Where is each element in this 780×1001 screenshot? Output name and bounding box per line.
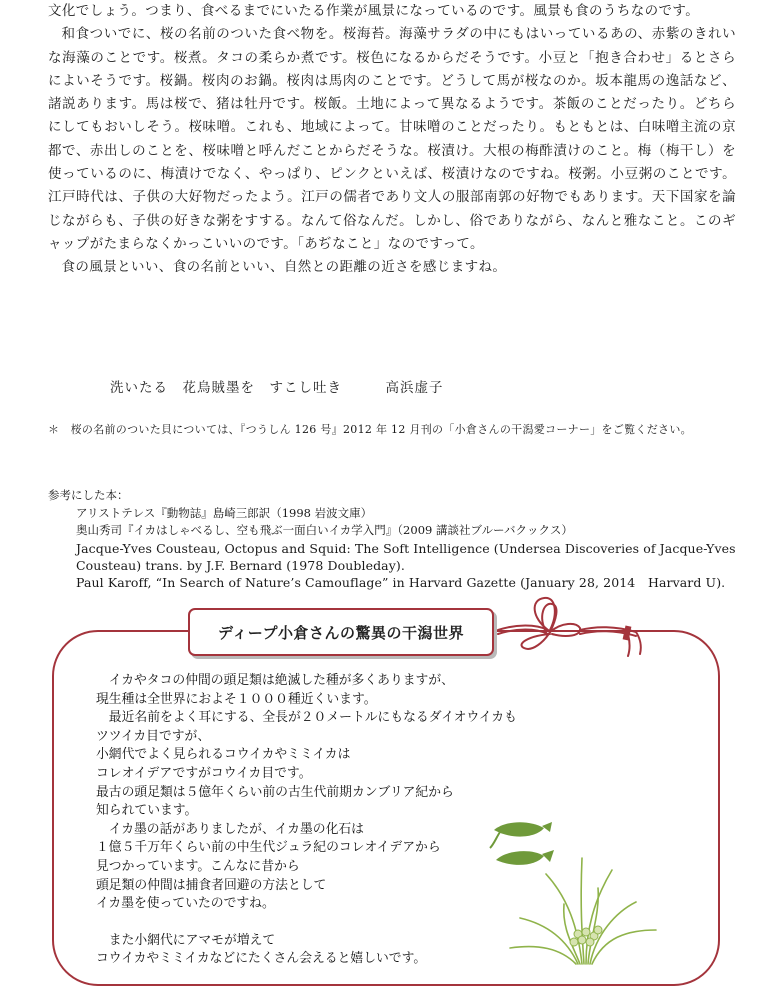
reference-item: Jacque-Yves Cousteau, Octopus and Squid: The Soft Intelligence (Undersea Discoveries of Jacque-Yves Cousteau) trans. by J.F. Bernard (1978 Doubleday). [76, 540, 736, 573]
column-title: ディープ小倉さんの驚異の干潟世界 [188, 608, 494, 656]
haiku-author: 高浜虚子 [385, 380, 444, 396]
column-line: イカ墨を使っていたのですね。 [96, 896, 275, 912]
squid-seagrass-illustration [486, 818, 666, 966]
essay-body [48, 0, 736, 280]
footnote: ＊ 桜の名前のついた貝については、『つうしん 126 号』2012 年 12 月刊の「小倉さんの干潟愛コーナー」をご覧ください。 [48, 423, 692, 436]
column-line: １億５千万年くらい前の中生代ジュラ紀のコレオイデアから [96, 840, 441, 856]
references [48, 487, 736, 591]
haiku-poem: 洗いたる 花烏賊墨を すこし吐き [110, 380, 342, 396]
column-line: 小網代でよく見られるコウイカやミミイカは [96, 747, 351, 763]
essay-paragraph: 和食ついでに、桜の名前のついた食べ物を。桜海苔。海藻サラダの中にもはいっているあの、赤紫のきれいな海藻のことです。桜煮。タコの柔らか煮です。桜色になるからだそうです。小豆と「抱き合わせ」るとさらによいそうです。桜鍋。桜肉のお鍋。桜肉は馬肉のことです。どうして馬が桜なのか。坂本龍馬の逸話など、諸説あります。馬は桜で、猪は牡丹です。桜飯。土地によって異なるようです。茶飯のことだったり。どちらにしてもおいしそう。桜味噌。これも、地域によって。甘味噌のことだったり。もともとは、白味噌主流の京都で、赤出しのことを、桜味噌と呼んだことからだそうな。桜漬け。大根の梅酢漬けのこと。梅（梅干し）を使っているのに、梅漬けでなく、やっぱり、ピンクといえば、桜漬けなのですね。桜粥。小豆粥のことです。江戸時代は、子供の大好物だったよう。江戸の儒者であり文人の服部南郭の好物でもあります。天下国家を論じながらも、子供の好きな粥をすする。なんて俗なんだ。しかし、俗でありながら、なんと雅なこと。このギャップがたまらなくかっこいいのです。「あぢなこと」なのですって。 [48, 26, 736, 252]
column-line: 最古の頭足類は５億年くらい前の古生代前期カンブリア紀から [96, 784, 454, 800]
column-line: イカやタコの仲間の頭足類は絶滅した種が多くありますが、 [96, 673, 454, 688]
reference-item: 奥山秀司『イカはしゃべるし、空も飛ぶ一面白いイカ学入門』（2009 講談社ブルーバクックス） [76, 523, 573, 537]
column-body [96, 672, 516, 969]
haiku [110, 376, 444, 396]
essay-paragraph: 文化でしょう。つまり、食べるまでにいたる作業が風景になっているのです。風景も食のうちなのです。 [48, 3, 700, 19]
seagrass-icon [510, 858, 656, 964]
column-line: 現生種は全世界におよそ１０００種近くいます。 [96, 691, 377, 707]
references-list [48, 505, 736, 591]
squid-icon [490, 822, 552, 848]
reference-item: アリストテレス『動物誌』島崎三郎訳（1998 岩波文庫） [76, 505, 373, 520]
column-line: コレオイデアですがコウイカ目です。 [96, 765, 312, 781]
reference-item: Paul Karoff, “In Search of Nature’s Camouflage” in Harvard Gazette (January 28, 2014 Harvard U). [76, 574, 726, 590]
column-line: ツツイカ目ですが、 [96, 728, 211, 744]
column-line: 見つかっています。こんなに昔から [96, 858, 300, 874]
column-line: また小網代にアマモが増えて [96, 932, 276, 948]
column-line: イカ墨の話がありましたが、イカ墨の化石は [96, 821, 364, 837]
essay-paragraph: 食の風景といい、食の名前といい、自然との距離の近さを感じますね。 [61, 259, 507, 276]
squid-icon [496, 850, 554, 865]
column-line: 最近名前をよく耳にする、全長が２０メートルにもなるダイオウイカも [96, 710, 517, 726]
column-line: コウイカやミミイカなどにたくさん会えると嬉しいです。 [96, 951, 427, 967]
column-line: 知られています。 [96, 803, 198, 819]
mizuhiki-knot-icon [496, 594, 652, 660]
references-title: 参考にした本： [48, 488, 129, 502]
column-line: 頭足類の仲間は捕食者回避の方法として [96, 877, 327, 893]
